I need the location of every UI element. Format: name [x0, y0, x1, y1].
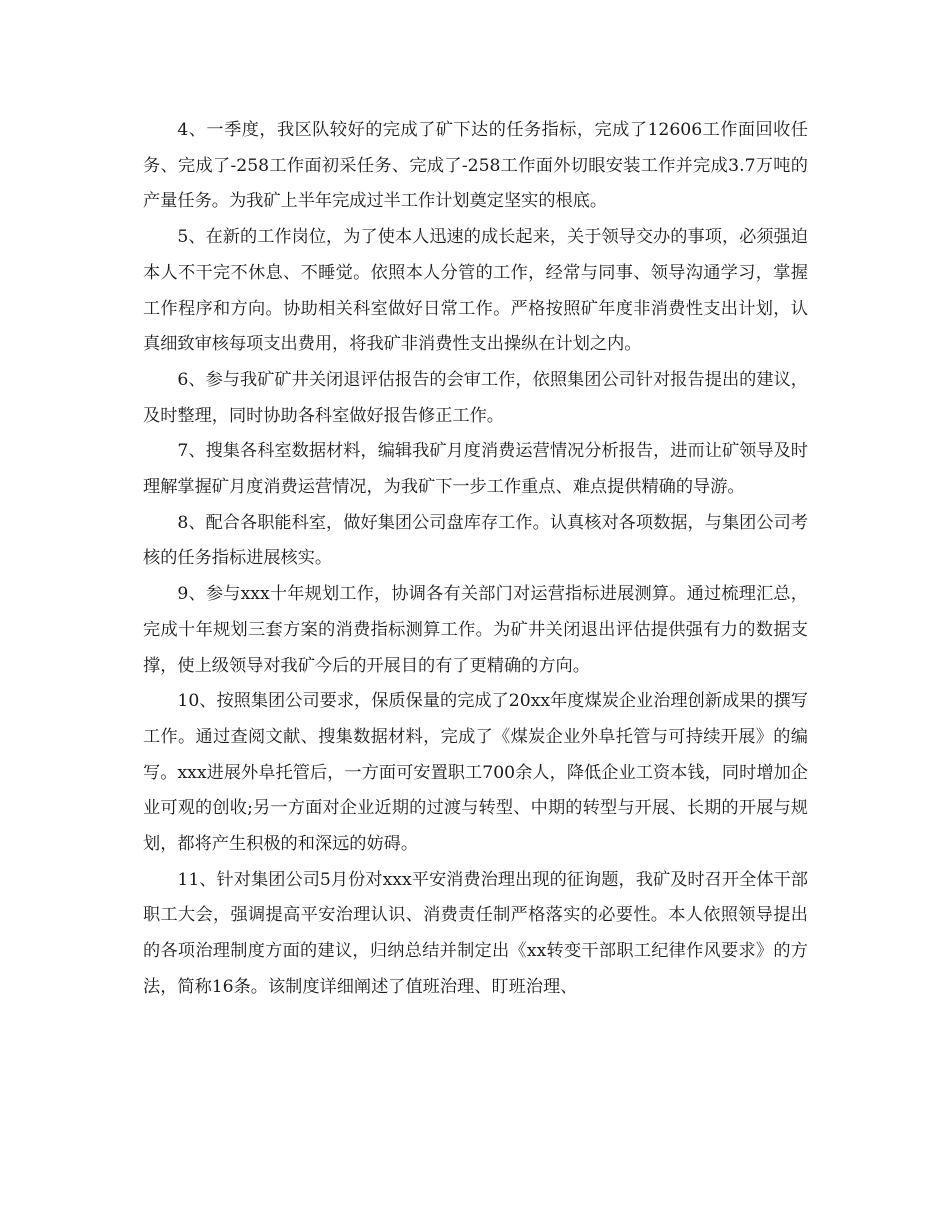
document-body — [143, 113, 808, 1006]
paragraph-item-8: 8、配合各职能科室，做好集团公司盘库存工作。认真核对各项数据，与集团公司考核的任务指标进展核实。 — [143, 512, 808, 569]
paragraph-item-11: 11、针对集团公司5月份对xxx平安消费治理出现的征询题，我矿及时召开全体干部职工大会，强调提高平安治理认识、消费责任制严格落实的必要性。本人依照领导提出的各项治理制度方面的建议，归纳总结并制定出《xx转变干部职工纪律作风要求》的方法，简称16条。该制度详细阐述了值班治理、盯班治理、 — [143, 869, 808, 997]
paragraph-item-6: 6、参与我矿矿井关闭退评估报告的会审工作，依照集团公司针对报告提出的建议，及时整理，同时协助各科室做好报告修正工作。 — [143, 369, 808, 426]
paragraph-item-4: 4、一季度，我区队较好的完成了矿下达的任务指标，完成了12606工作面回收任务、完成了-258工作面初采任务、完成了-258工作面外切眼安装工作并完成3.7万吨的产量任务。为我矿上半年完成过半工作计划奠定坚实的根底。 — [143, 120, 808, 212]
paragraph-item-9: 9、参与xxx十年规划工作，协调各有关部门对运营指标进展测算。通过梳理汇总，完成十年规划三套方案的消费指标测算工作。为矿井关闭退出评估提供强有力的数据支撑，使上级领导对我矿今后的开展目的有了更精确的方向。 — [143, 584, 808, 676]
paragraph-item-7: 7、搜集各科室数据材料，编辑我矿月度消费运营情况分析报告，进而让矿领导及时理解掌握矿月度消费运营情况，为我矿下一步工作重点、难点提供精确的导游。 — [143, 441, 808, 498]
paragraph-item-5: 5、在新的工作岗位，为了使本人迅速的成长起来，关于领导交办的事项，必须强迫本人不干完不休息、不睡觉。依照本人分管的工作，经常与同事、领导沟通学习，掌握工作程序和方向。协助相关科室做好日常工作。严格按照矿年度非消费性支出计划，认真细致审核每项支出费用，将我矿非消费性支出操纵在计划之内。 — [143, 227, 808, 355]
paragraph-item-10: 10、按照集团公司要求，保质保量的完成了20xx年度煤炭企业治理创新成果的撰写工作。通过查阅文献、搜集数据材料，完成了《煤炭企业外阜托管与可持续开展》的编写。xxx进展外阜托管后，一方面可安置职工700余人，降低企业工资本钱，同时增加企业可观的创收;另一方面对企业近期的过渡与转型、中期的转型与开展、长期的开展与规划，都将产生积极的和深远的妨碍。 — [143, 691, 808, 855]
